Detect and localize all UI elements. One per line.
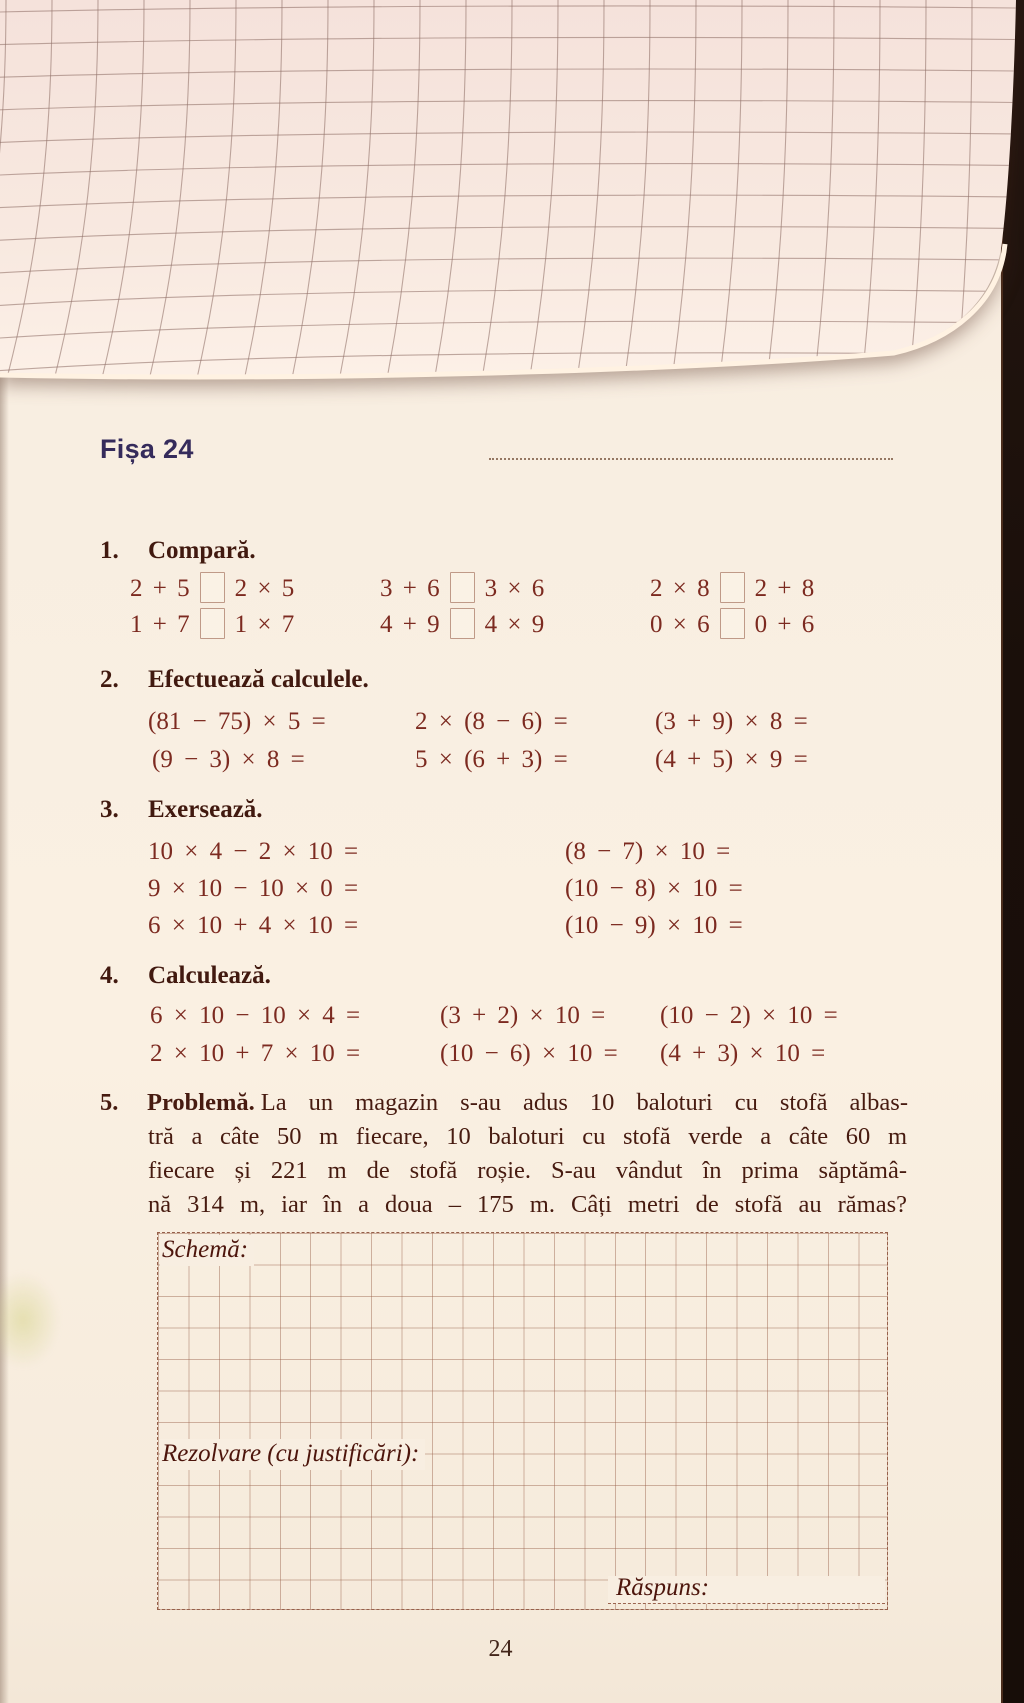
expression: 2 × 10 + 7 × 10 = (150, 1040, 361, 1067)
compare-row (0, 575, 1000, 607)
problem-text: La un magazin s-au adus 10 baloturi cu stofă albas- (260, 1089, 908, 1116)
section-number: 1. (100, 537, 119, 564)
section-number: 2. (100, 666, 119, 693)
expression: (4 + 5) × 9 = (655, 746, 808, 773)
name-line[interactable] (489, 458, 893, 460)
section-4-heading (100, 962, 960, 994)
expression: 2 + 5 (130, 575, 190, 602)
expression: 2 × 5 (234, 575, 295, 602)
compare-item (130, 611, 294, 639)
section-3-heading (100, 796, 960, 828)
expression: 0 × 6 (650, 611, 710, 638)
section-number: 3. (100, 796, 119, 823)
expression: 4 × 9 (484, 611, 545, 638)
expression: (4 + 3) × 10 = (660, 1040, 826, 1067)
expression: 2 × (8 − 6) = (415, 708, 568, 735)
expression: (3 + 2) × 10 = (440, 1002, 606, 1029)
expression: 6 × 10 + 4 × 10 = (148, 912, 359, 939)
expression: (10 − 8) × 10 = (565, 875, 743, 902)
highlighter-smudge (0, 1272, 60, 1368)
sheet-title: Fișa 24 (100, 434, 194, 464)
turning-graph-paper-page (0, 0, 1024, 384)
compare-answer-box[interactable] (450, 572, 475, 603)
expression: (10 − 6) × 10 = (440, 1040, 618, 1067)
compare-row (0, 611, 1000, 643)
expression: 10 × 4 − 2 × 10 = (148, 838, 359, 865)
problem-line: nă 314 m, iar în a doua – 175 m. Câți metri de stofă au rămas? (148, 1191, 907, 1218)
problem-line: fiecare și 221 m de stofă roșie. S-au vândut în prima săptămâ- (148, 1157, 907, 1184)
expression: 3 + 6 (380, 575, 440, 602)
compare-item (380, 611, 544, 639)
section-title: Calculează. (148, 962, 271, 989)
worksheet-grid[interactable] (157, 1232, 888, 1610)
compare-item (130, 575, 294, 603)
section-number: 4. (100, 962, 119, 989)
compare-answer-box[interactable] (720, 572, 745, 603)
section-title: Efectuează calculele. (148, 666, 369, 693)
section-title: Compară. (148, 537, 256, 564)
compare-answer-box[interactable] (200, 572, 225, 603)
expression: (10 − 2) × 10 = (660, 1002, 838, 1029)
exercise-row (0, 1040, 1000, 1072)
exercise-row (0, 1002, 1000, 1034)
exercise-row (0, 708, 1000, 740)
expression: (9 − 3) × 8 = (152, 746, 305, 773)
expression: 1 + 7 (130, 611, 190, 638)
compare-item (650, 611, 814, 639)
expression: (10 − 9) × 10 = (565, 912, 743, 939)
expression: 4 + 9 (380, 611, 440, 638)
exercise-row (0, 746, 1000, 778)
problem-line (100, 1086, 908, 1119)
answer-label: Răspuns: (616, 1574, 710, 1601)
schema-label: Schemă: (160, 1235, 254, 1266)
page-number: 24 (488, 1636, 513, 1662)
section-title: Problemă. (147, 1089, 255, 1116)
exercise-row (0, 875, 1000, 907)
expression: 5 × (6 + 3) = (415, 746, 568, 773)
section-number: 5. (100, 1089, 119, 1116)
section-1-heading (100, 537, 960, 569)
compare-answer-box[interactable] (450, 608, 475, 639)
expression: (3 + 9) × 8 = (655, 708, 808, 735)
section-2-heading (100, 666, 960, 698)
solution-label: Rezolvare (cu justificări): (160, 1439, 425, 1470)
exercise-row (0, 912, 1000, 944)
expression: 2 + 8 (754, 575, 815, 602)
expression: 2 × 8 (650, 575, 710, 602)
compare-answer-box[interactable] (200, 608, 225, 639)
expression: 9 × 10 − 10 × 0 = (148, 875, 359, 902)
expression: 3 × 6 (484, 575, 545, 602)
compare-answer-box[interactable] (720, 608, 745, 639)
problem-line: tră a câte 50 m fiecare, 10 baloturi cu stofă verde a câte 60 m (148, 1123, 907, 1150)
expression: 0 + 6 (754, 611, 815, 638)
compare-item (380, 575, 544, 603)
section-title: Exersează. (148, 796, 263, 823)
exercise-row (0, 838, 1000, 870)
expression: (8 − 7) × 10 = (565, 838, 731, 865)
expression: 6 × 10 − 10 × 4 = (150, 1002, 361, 1029)
answer-area[interactable] (608, 1576, 885, 1604)
expression: (81 − 75) × 5 = (148, 708, 326, 735)
compare-item (650, 575, 814, 603)
expression: 1 × 7 (234, 611, 295, 638)
